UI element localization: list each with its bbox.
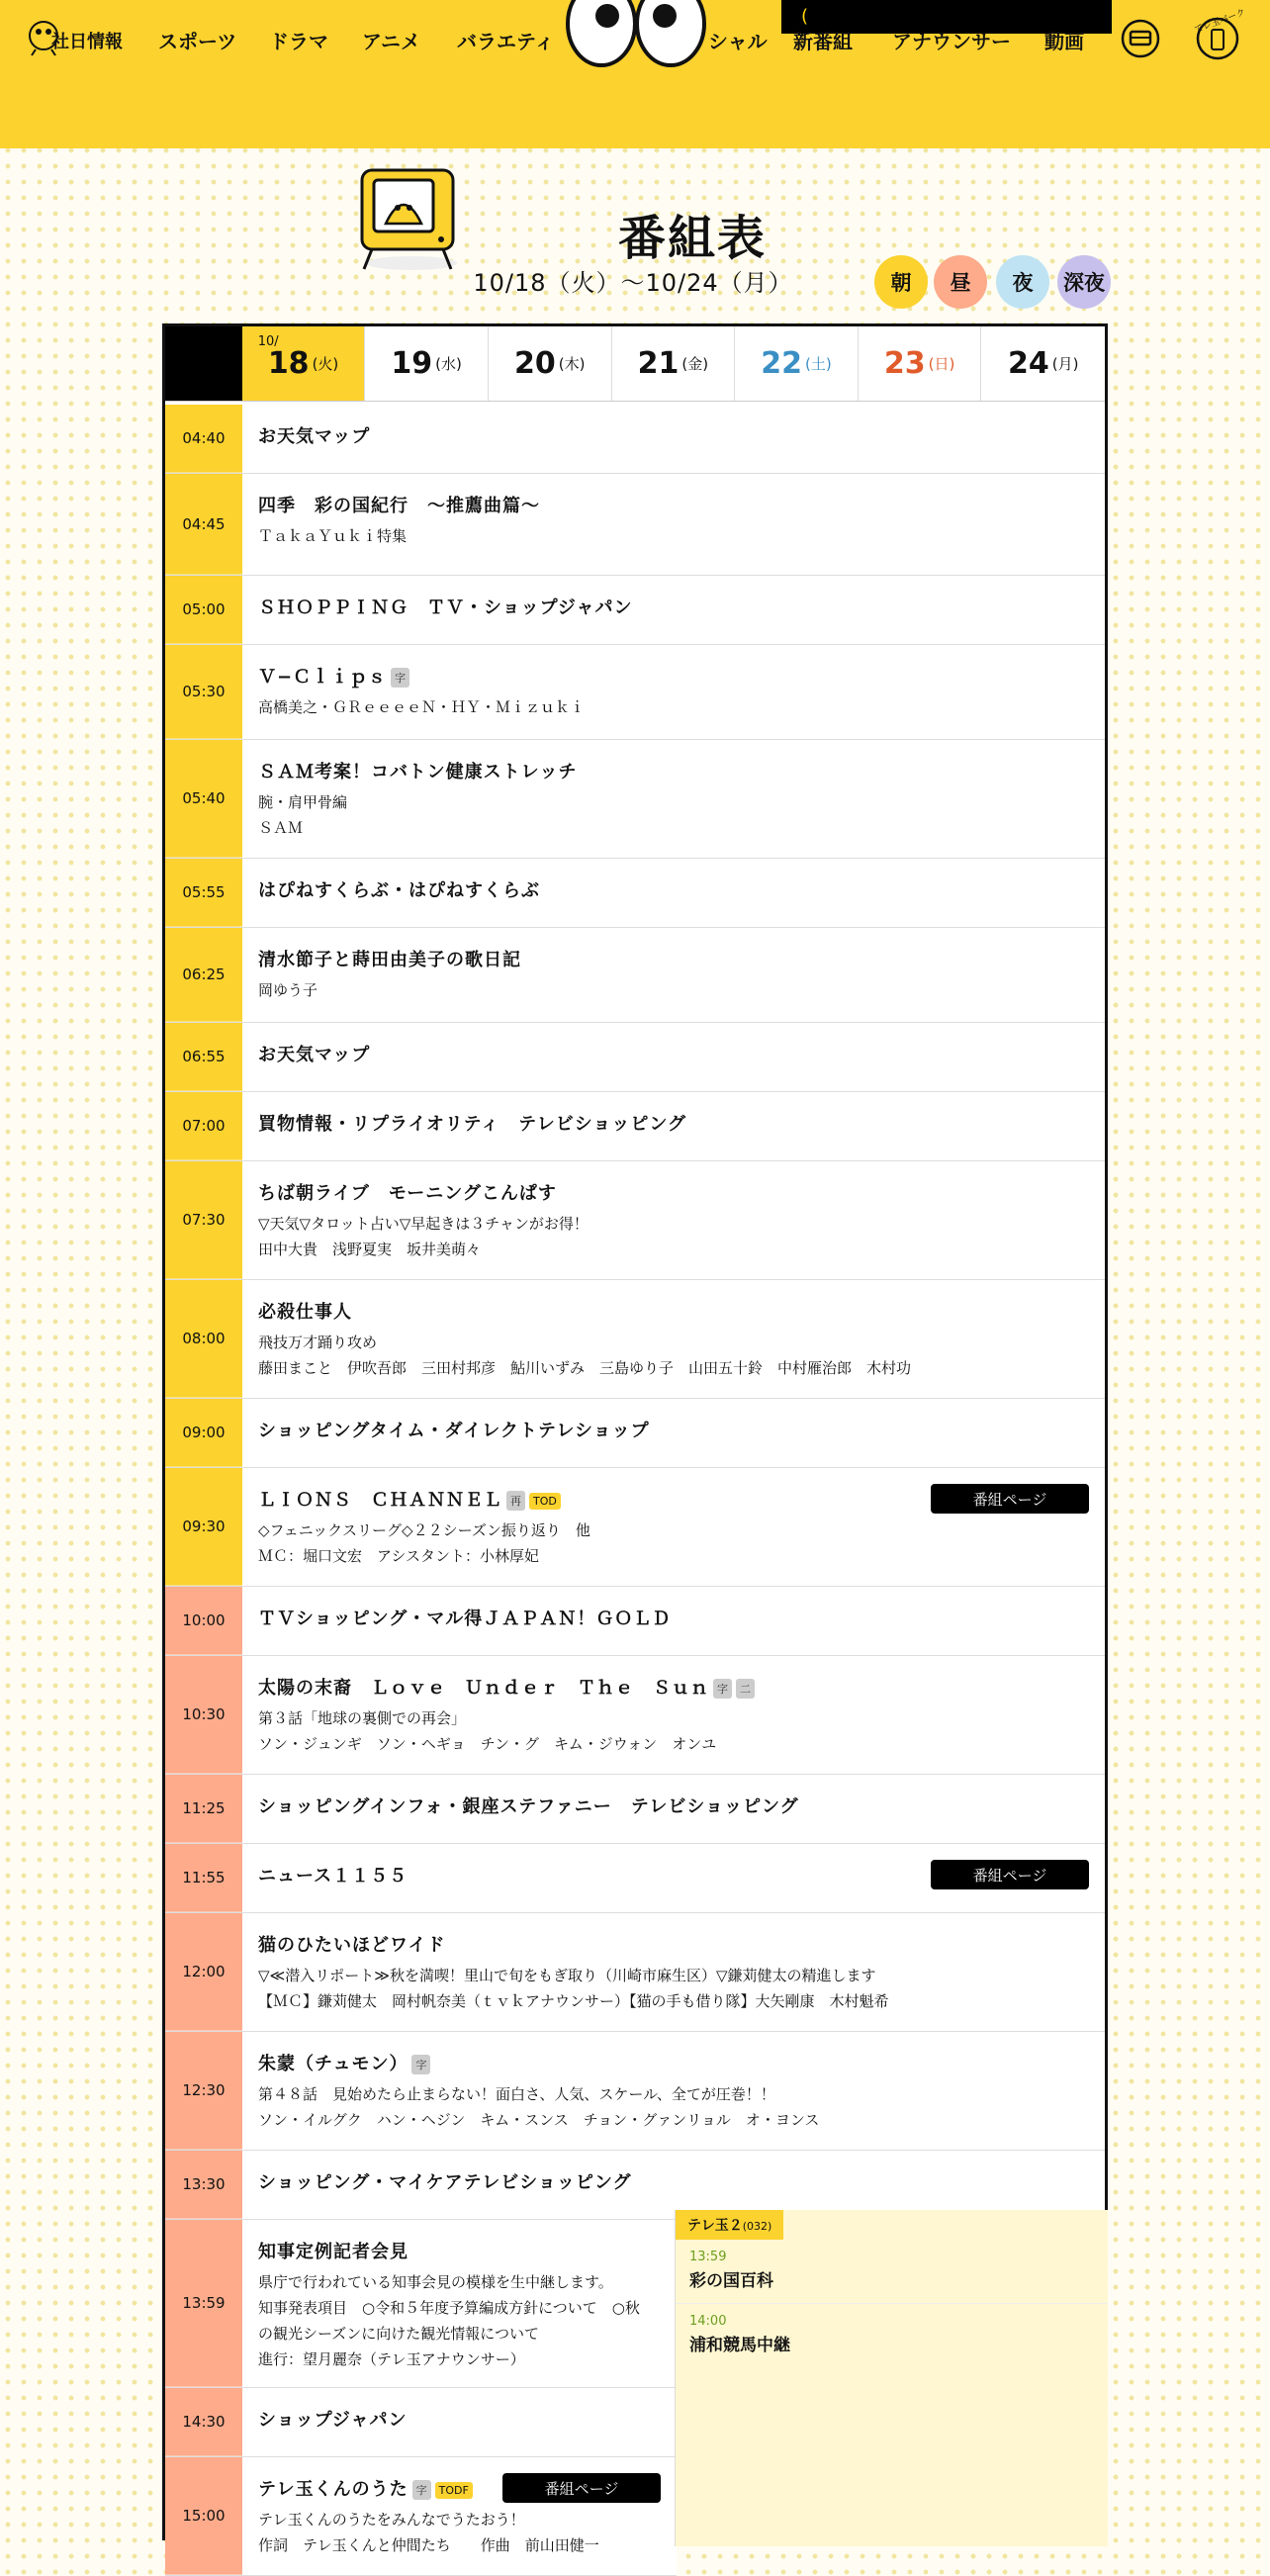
nav-drama[interactable]: ドラマ [269, 30, 328, 53]
program-description [258, 523, 1089, 549]
date-range: 10/18（火）〜10/24（月） [473, 269, 793, 297]
program-page-button[interactable]: 番組ページ [502, 2473, 661, 2503]
program-description [258, 2269, 661, 2372]
mascot-eyes-icon [566, 0, 706, 67]
description-line: 高橋美之・ＧＲｅｅｅｅＮ・ＨＹ・Ｍｉｚｕｋｉ [258, 698, 586, 716]
program-cell[interactable] [242, 1656, 1105, 1774]
description-line: 第４８話 見始めたら止まらない！面白さ、人気、スケール、全てが圧巻！！ [258, 2085, 775, 2103]
program-title-text: ちば朝ライブ モーニングこんぱす [258, 1183, 557, 1204]
program-cell[interactable] [242, 1399, 1105, 1467]
program-badge: 字 [411, 2055, 430, 2074]
program-title [258, 663, 1089, 689]
day-number: 21 [637, 346, 680, 381]
program-title [258, 1417, 1089, 1442]
description-line: 進行：望月麗奈（テレ玉アナウンサー） [258, 2350, 525, 2368]
program-description [258, 694, 1089, 720]
program-title [258, 1931, 1089, 1957]
program-title [258, 1110, 1089, 1136]
program-title [258, 2168, 1089, 2194]
program-title-text: ショップジャパン [258, 2410, 408, 2431]
program-badge: 字 [713, 1679, 732, 1699]
program-title [258, 2238, 661, 2263]
program-cell[interactable] [242, 740, 1105, 858]
program-title-text: ショッピングタイム・ダイレクトテレショップ [258, 1421, 650, 1441]
subchannel-program[interactable] [676, 2240, 1108, 2304]
program-cell[interactable] [242, 1775, 1105, 1843]
description-line: 飛技万才踊り攻め [258, 1334, 378, 1351]
program-title-text: 太陽の末裔 Ｌｏｖｅ Ｕｎｄｅｒ Ｔｈｅ Ｓｕｎ [258, 1678, 709, 1699]
program-row [165, 1161, 1105, 1280]
day-number: 24 [1007, 346, 1049, 381]
time-slot: 09:00 [165, 1399, 242, 1467]
program-row [165, 1913, 1105, 2032]
subchannel-number: (032) [742, 2220, 772, 2233]
program-cell[interactable] [242, 859, 1105, 927]
time-slot: 10:30 [165, 1656, 242, 1774]
program-badge: 二 [736, 1679, 755, 1699]
subchannel-column [675, 2210, 1108, 2546]
mascot-label: てレ玉パーク [1193, 7, 1247, 36]
program-row [165, 2220, 677, 2388]
program-cell[interactable] [242, 1913, 1105, 2031]
program-cell[interactable] [242, 2032, 1105, 2150]
tele-tama-park-link[interactable] [1193, 7, 1247, 63]
day-weekday: (月) [1051, 355, 1079, 373]
program-row [165, 928, 1105, 1023]
program-title-text: 必殺仕事人 [258, 1302, 352, 1323]
day-tab-23[interactable] [859, 326, 982, 401]
site-header [0, 0, 1270, 148]
program-badge: 字 [391, 668, 409, 688]
program-title: 彩の国百科 [689, 2271, 773, 2291]
day-number: 23 [883, 346, 926, 381]
program-title [258, 492, 1089, 517]
description-line: 知事発表項目 ○令和５年度予算編成方針について ○秋 [258, 2299, 640, 2317]
day-tab-20[interactable] [489, 326, 612, 401]
program-title [258, 2050, 1089, 2075]
subchannel-label [676, 2210, 783, 2240]
description-line: 岡ゆう子 [258, 981, 318, 999]
program-title [258, 946, 1089, 971]
time-slot: 05:30 [165, 645, 242, 739]
program-cell[interactable] [242, 474, 1105, 575]
description-line: テレ玉くんのうたをみんなでうたおう！ [258, 2511, 525, 2529]
program-row [165, 1468, 1105, 1587]
program-title [258, 1605, 1089, 1630]
program-row [165, 2032, 1105, 2151]
program-title-text: テレ玉くんのうた [258, 2479, 408, 2500]
description-line: ソン・ジュンギ ソン・ヘギョ チン・グ キム・ジウォン オンユ [258, 1735, 717, 1753]
program-description [258, 977, 1089, 1003]
page-title: 番組表 [617, 211, 767, 266]
time-slot: 13:30 [165, 2151, 242, 2219]
program-row [165, 474, 1105, 576]
program-cell[interactable] [242, 1023, 1105, 1091]
time-slot: 09:30 [165, 1468, 242, 1586]
day-tab-21[interactable] [612, 326, 736, 401]
day-weekday: (水) [435, 355, 462, 373]
program-description [258, 1518, 1089, 1569]
subchannel-program[interactable] [676, 2304, 1108, 2367]
description-line: ◇フェニックスリーグ◇２２シーズン振り返り 他 [258, 1521, 590, 1539]
program-description [258, 2081, 1089, 2133]
program-row [165, 1844, 1105, 1913]
program-start-time: 13:59 [689, 2250, 727, 2264]
day-number: 18 [267, 346, 310, 381]
program-row [165, 2388, 677, 2457]
site-logo[interactable] [26, 14, 125, 59]
time-slot: 08:00 [165, 1280, 242, 1398]
program-description [258, 1211, 1089, 1262]
moon-mark: ( [801, 6, 809, 27]
program-start-time: 14:00 [689, 2314, 727, 2329]
nav-videos[interactable]: 動画 [1044, 30, 1084, 53]
program-row [165, 859, 1105, 928]
program-row [165, 1023, 1105, 1092]
day-tab-22[interactable] [735, 326, 859, 401]
program-cell[interactable] [242, 645, 1105, 739]
day-weekday: (日) [928, 355, 955, 373]
time-slot: 07:00 [165, 1092, 242, 1160]
day-weekday: (火) [312, 355, 339, 373]
program-badge: 字 [412, 2480, 431, 2500]
program-row [165, 645, 1105, 740]
description-line: 作詞 テレ玉くんと仲間たち 作曲 前山田健一 [258, 2536, 599, 2554]
program-cell[interactable] [242, 2388, 677, 2456]
time-slot: 04:45 [165, 474, 242, 575]
program-title-text: 知事定例記者会見 [258, 2242, 408, 2262]
time-slot: 06:55 [165, 1023, 242, 1091]
nav-new-programs[interactable]: 新番組 [793, 30, 853, 53]
time-slot: 04:40 [165, 405, 242, 473]
program-cell[interactable] [242, 1161, 1105, 1279]
tv-guide-icon[interactable] [1120, 18, 1161, 59]
program-cell[interactable] [242, 928, 1105, 1022]
description-line: ＳＡＭ [258, 819, 304, 837]
program-row [165, 740, 1105, 859]
day-month: 10/ [257, 334, 279, 349]
nav-variety[interactable]: バラエティ [457, 30, 555, 53]
nav-sports[interactable]: スポーツ [158, 30, 237, 53]
time-slot: 14:30 [165, 2388, 242, 2456]
timezone-late-night-button[interactable]: 深夜 [1057, 255, 1111, 309]
program-badge: TODF [435, 2482, 473, 2499]
time-slot: 05:40 [165, 740, 242, 858]
description-line: 腕・肩甲骨編 [258, 793, 348, 811]
program-title [258, 422, 1089, 448]
program-description [258, 1963, 1089, 2014]
program-title [258, 1793, 1089, 1818]
day-weekday: (金) [681, 355, 709, 373]
timezone-morning-button[interactable]: 朝 [874, 255, 928, 309]
program-grid [162, 323, 1108, 2554]
description-line: ＭＣ：堀口文宏 アシスタント：小林厚妃 [258, 1547, 539, 1565]
description-line: の観光シーズンに向けた観光情報について [258, 2325, 539, 2343]
logo-text: 社日情報 [51, 32, 123, 52]
program-title-text: ショッピングインフォ・銀座ステファニー テレビショッピング [258, 1796, 799, 1817]
day-tab-19[interactable] [365, 326, 489, 401]
time-slot: 12:30 [165, 2032, 242, 2150]
time-slot: 05:55 [165, 859, 242, 927]
time-slot: 11:25 [165, 1775, 242, 1843]
program-badge: TOD [529, 1493, 561, 1510]
program-title-text: 清水節子と蒔田由美子の歌日記 [258, 950, 521, 970]
timezone-daytime-button[interactable]: 昼 [934, 255, 987, 309]
program-title-text: はぴねすくらぶ・はぴねすくらぶ [258, 880, 540, 901]
day-tabs [165, 326, 1105, 402]
time-slot: 07:30 [165, 1161, 242, 1279]
time-slot: 12:00 [165, 1913, 242, 2031]
program-title-text: ニュース１１５５ [258, 1866, 408, 1886]
program-cell[interactable] [242, 576, 1105, 644]
program-page-button[interactable]: 番組ページ [931, 1860, 1089, 1889]
day-number: 19 [391, 346, 433, 381]
program-row [165, 2457, 677, 2576]
program-row [165, 576, 1105, 645]
program-title [258, 758, 1089, 783]
program-row [165, 1399, 1105, 1468]
program-title [258, 1674, 1089, 1700]
program-title [258, 594, 1089, 619]
program-description [258, 789, 1089, 841]
nav-special[interactable]: シャル [708, 30, 768, 53]
program-cell[interactable] [242, 1092, 1105, 1160]
program-cell[interactable] [242, 1587, 1105, 1655]
program-title-text: ＳＨＯＰＰＩＮＧ ＴＶ・ショップジャパン [258, 598, 633, 618]
description-line: 藤田まこと 伊吹吾郎 三田村邦彦 鮎川いずみ 三島ゆり子 山田五十鈴 中村雁治郎 木村功 [258, 1359, 912, 1377]
nav-announcers[interactable]: アナウンサー [892, 30, 1011, 53]
program-cell[interactable] [242, 1844, 1105, 1912]
program-description [258, 1705, 1089, 1757]
program-page-button[interactable]: 番組ページ [931, 1484, 1089, 1514]
program-title [258, 1298, 1089, 1324]
description-line: ▽≪潜入リポート≫秋を満喫！里山で旬をもぎ取り（川崎市麻生区）▽鎌苅健太の精進します [258, 1967, 876, 1984]
description-line: ▽天気▽タロット占い▽早起きは３チャンがお得！ [258, 1215, 589, 1233]
program-badge: 再 [506, 1491, 525, 1511]
description-line: 第３話「地球の裏側での再会」 [258, 1709, 467, 1727]
program-title-text: ＳＡＭ考案！コバトン健康ストレッチ [258, 762, 578, 782]
program-title [258, 1179, 1089, 1205]
program-row [165, 405, 1105, 474]
program-title-text: お天気マップ [258, 1045, 371, 1065]
time-slot: 10:00 [165, 1587, 242, 1655]
day-tab-18[interactable] [242, 326, 366, 401]
program-row [165, 1587, 1105, 1656]
program-title-text: ＴＶショッピング・マル得ＪＡＰＡＮ！ＧＯＬＤ [258, 1609, 672, 1629]
description-line: 田中大貴 浅野夏実 坂井美萌々 [258, 1241, 482, 1258]
day-number: 22 [761, 346, 802, 381]
program-row [165, 1280, 1105, 1399]
day-number: 20 [514, 346, 556, 381]
description-line: 【ＭＣ】鎌苅健太 岡村帆奈美（ｔｖｋアナウンサー）【猫の手も借り隊】大矢剛康 木村魁希 [258, 1992, 889, 2010]
program-title-text: お天気マップ [258, 426, 371, 447]
program-description [258, 2507, 661, 2558]
time-slot: 15:00 [165, 2457, 242, 2575]
program-title: 浦和競馬中継 [689, 2336, 790, 2355]
program-row [165, 1092, 1105, 1161]
program-cell[interactable] [242, 2457, 677, 2575]
grid-corner [165, 326, 242, 401]
program-cell[interactable] [242, 1280, 1105, 1398]
program-description [258, 1330, 1089, 1381]
program-cell[interactable] [242, 405, 1105, 473]
timezone-night-button[interactable]: 夜 [996, 255, 1049, 309]
tv-mascot-icon [350, 166, 467, 273]
program-title-text: Ｖ−Ｃｌｉｐｓ [258, 667, 388, 688]
description-line: 県庁で行われている知事会見の模様を生中継します。 [258, 2273, 613, 2291]
program-cell[interactable] [242, 2220, 677, 2387]
description-line: ソン・イルグク ハン・ヘジン キム・スンス チョン・グァンリョル オ・ヨンス [258, 2111, 820, 2129]
nav-anime[interactable]: アニメ [362, 30, 420, 53]
day-tab-24[interactable] [981, 326, 1105, 401]
day-weekday: (木) [558, 355, 586, 373]
program-cell[interactable] [242, 2151, 1105, 2219]
program-title-text: 朱蒙（チュモン） [258, 2054, 408, 2074]
program-row [165, 1775, 1105, 1844]
program-cell[interactable] [242, 1468, 1105, 1586]
program-title-text: ＬＩＯＮＳ ＣＨＡＮＮＥＬ [258, 1490, 502, 1511]
program-title-text: 買物情報・リプライオリティ テレビショッピング [258, 1114, 687, 1135]
day-weekday: (土) [805, 355, 832, 373]
program-title [258, 1041, 1089, 1066]
time-slot: 05:00 [165, 576, 242, 644]
description-line: ＴａｋａＹｕｋｉ特集 [258, 527, 408, 545]
header-zigzag-edge [0, 135, 1270, 150]
time-slot: 11:55 [165, 1844, 242, 1912]
program-title-text: 四季 彩の国紀行 〜推薦曲篇〜 [258, 496, 540, 516]
time-slot: 06:25 [165, 928, 242, 1022]
program-title-text: ショッピング・マイケアテレビショッピング [258, 2172, 632, 2193]
program-row [165, 1656, 1105, 1775]
program-title [258, 2406, 661, 2432]
program-title [258, 876, 1089, 902]
program-title-text: 猫のひたいほどワイド [258, 1935, 446, 1956]
subchannel-name: テレ玉２ [687, 2218, 743, 2234]
time-slot: 13:59 [165, 2220, 242, 2387]
